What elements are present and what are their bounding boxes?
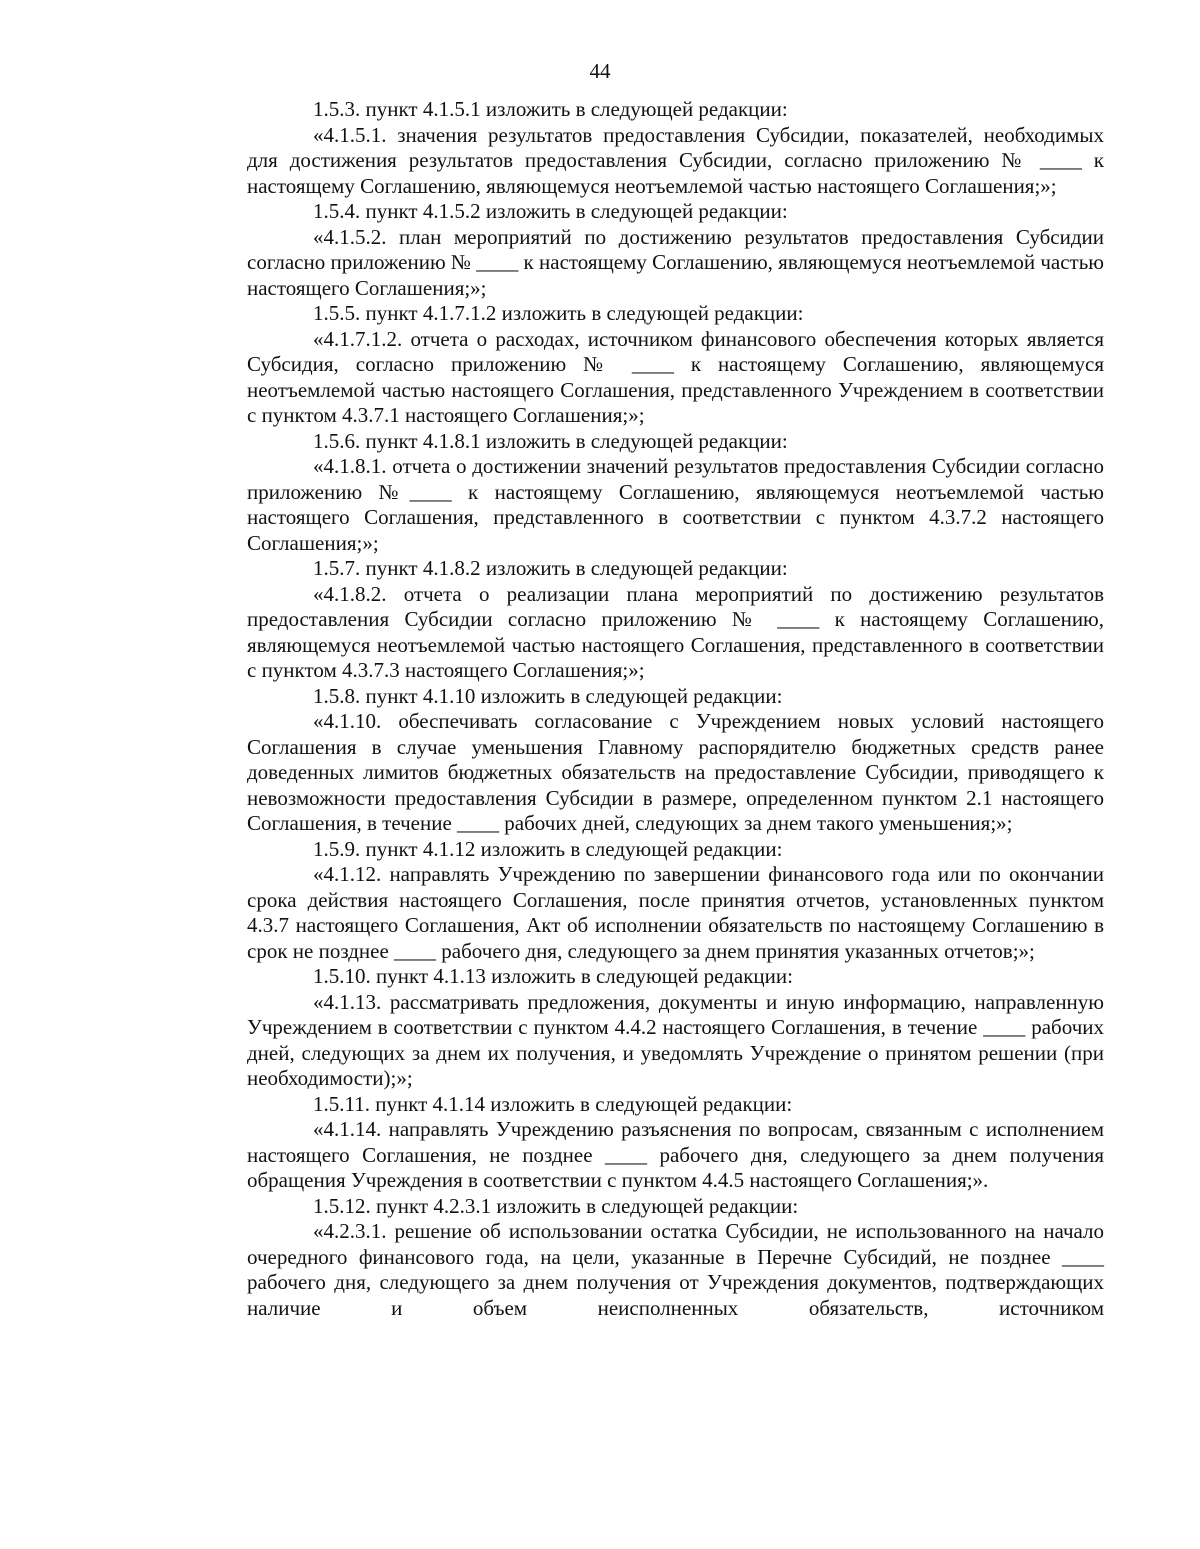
document-body	[247, 97, 1104, 1321]
paragraph-amendment-1-5-7: 1.5.7. пункт 4.1.8.2 изложить в следующей редакции:	[313, 556, 788, 580]
paragraph-clause-4-1-10: «4.1.10. обеспечивать согласование с Учреждением новых условий настоящего Соглашения в случае уменьшения Главному распорядителю бюджетных средств ранее доведенных лимитов бюджетных обязательств на предоставление Субсидии, приводящего к невозможности предоставления Субсидии в размере, определенном пунктом 2.1 настоящего Соглашения, в течение ____ рабочих дней, следующих за днем такого уменьшения;»;	[247, 709, 1104, 835]
paragraph-amendment-1-5-3: 1.5.3. пункт 4.1.5.1 изложить в следующей редакции:	[313, 97, 788, 121]
paragraph-clause-4-1-7-1-2: «4.1.7.1.2. отчета о расходах, источником финансового обеспечения которых является Субсидия, согласно приложению № ____ к настоящему Соглашению, являющемуся неотъемлемой частью настоящего Соглашения, представленного Учреждением в соответствии с пунктом 4.3.7.1 настоящего Соглашения;»;	[247, 326, 1104, 427]
paragraph-clause-4-1-13: «4.1.13. рассматривать предложения, документы и иную информацию, направленную Учреждением в соответствии с пунктом 4.4.2 настоящего Соглашения, в течение ____ рабочих дней, следующих за днем их получения, и уведомлять Учреждение о принятом решении (при необходимости);»;	[247, 989, 1104, 1090]
paragraph-amendment-1-5-12: 1.5.12. пункт 4.2.3.1 изложить в следующей редакции:	[313, 1193, 799, 1218]
paragraph-amendment-1-5-6: 1.5.6. пункт 4.1.8.1 изложить в следующей редакции:	[313, 428, 788, 453]
page-number: 44	[589, 59, 611, 83]
paragraph-amendment-1-5-10: 1.5.10. пункт 4.1.13 изложить в следующей редакции:	[313, 964, 793, 988]
paragraph-clause-4-2-3-1: «4.2.3.1. решение об использовании остатка Субсидии, не использованного на начало очередного финансового года, на цели, указанные в Перечне Субсидий, не позднее ____ рабочего дня, следующего за днем получения от Учреждения документов, подтверждающих наличие и объем неисполненных обязательств, источником	[247, 1219, 1104, 1320]
paragraph-amendment-1-5-8: 1.5.8. пункт 4.1.10 изложить в следующей редакции:	[313, 683, 783, 708]
paragraph-clause-4-1-12: «4.1.12. направлять Учреждению по завершении финансового года или по окончании срока действия настоящего Соглашения, после принятия отчетов, установленных пунктом 4.3.7 настоящего Соглашения, Акт об исполнении обязательств по настоящему Соглашению в срок не позднее ____ рабочего дня, следующего за днем принятия указанных отчетов;»;	[247, 862, 1104, 963]
paragraph-amendment-1-5-9: 1.5.9. пункт 4.1.12 изложить в следующей редакции:	[313, 836, 783, 861]
paragraph-clause-4-1-14: «4.1.14. направлять Учреждению разъяснения по вопросам, связанным с исполнением настоящего Соглашения, не позднее ____ рабочего дня, следующего за днем получения обращения Учреждения в соответствии с пунктом 4.4.5 настоящего Соглашения;».	[247, 1117, 1104, 1192]
paragraph-amendment-1-5-4: 1.5.4. пункт 4.1.5.2 изложить в следующей редакции:	[313, 199, 788, 223]
paragraph-amendment-1-5-11: 1.5.11. пункт 4.1.14 изложить в следующей редакции:	[313, 1091, 793, 1116]
paragraph-clause-4-1-8-2: «4.1.8.2. отчета о реализации плана мероприятий по достижению результатов предоставления Субсидии согласно приложению № ____ к настоящему Соглашению, являющемуся неотъемлемой частью настоящего Соглашения, представленного в соответствии с пунктом 4.3.7.3 настоящего Соглашения;»;	[247, 581, 1104, 682]
paragraph-clause-4-1-8-1: «4.1.8.1. отчета о достижении значений результатов предоставления Субсидии согласно приложению №____ к настоящему Соглашению, являющемуся неотъемлемой частью настоящего Соглашения, представленного в соответствии с пунктом 4.3.7.2 настоящего Соглашения;»;	[247, 454, 1104, 555]
paragraph-clause-4-1-5-1: «4.1.5.1. значения результатов предоставления Субсидии, показателей, необходимых для достижения результатов предоставления Субсидии, согласно приложению № ____ к настоящему Соглашению, являющемуся неотъемлемой частью настоящего Соглашения;»;	[247, 122, 1104, 198]
paragraph-clause-4-1-5-2: «4.1.5.2. план мероприятий по достижению результатов предоставления Субсидии согласно приложению № ____ к настоящему Соглашению, являющемуся неотъемлемой частью настоящего Соглашения;»;	[247, 224, 1104, 300]
paragraph-amendment-1-5-5: 1.5.5. пункт 4.1.7.1.2 изложить в следующей редакции:	[313, 301, 804, 325]
